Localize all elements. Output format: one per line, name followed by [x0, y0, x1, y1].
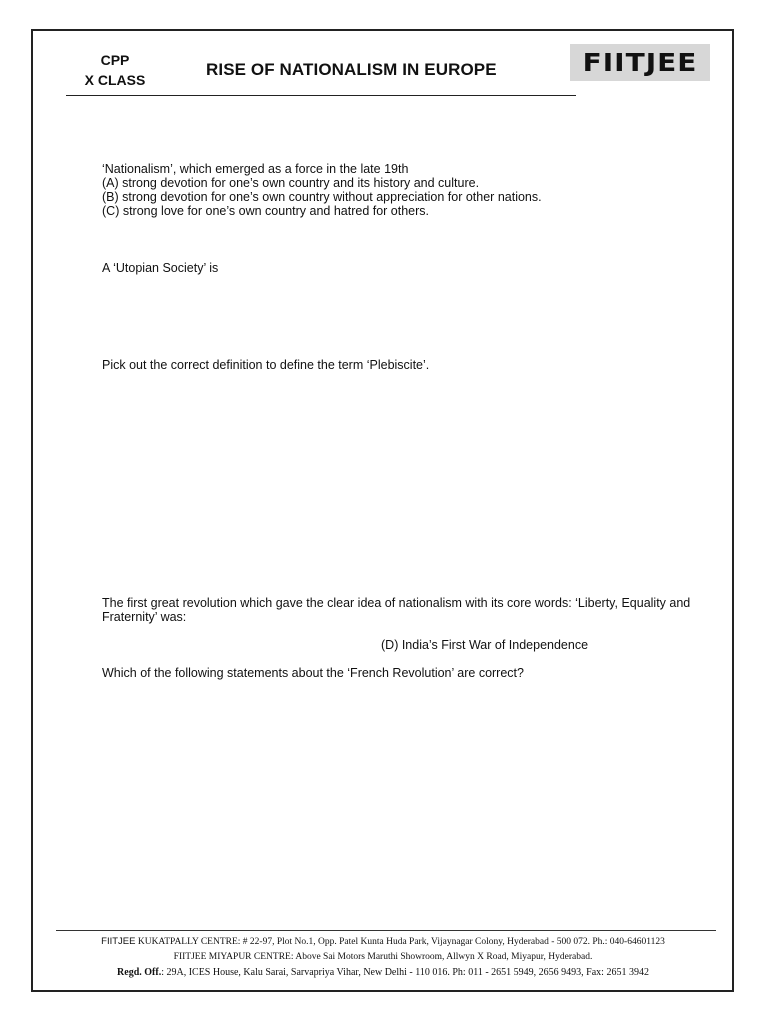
question-4-stem: The first great revolution which gave the clear idea of nationalism with its core words: ‘Liberty, Equality and Fraternity’ was:	[102, 596, 691, 624]
question-5	[102, 666, 524, 680]
footer-brand: FIITJEE	[101, 936, 136, 947]
footer-line-3	[38, 966, 728, 979]
question-4	[102, 596, 722, 624]
footer-regd-label: Regd. Off.	[117, 967, 162, 978]
logo-text: FIITJEE	[582, 47, 698, 78]
question-3	[102, 358, 429, 372]
question-1-option-a: (A) strong devotion for one’s own country and its history and culture.	[102, 176, 480, 190]
question-3-stem: Pick out the correct definition to define the term ‘Plebiscite’.	[102, 358, 430, 372]
question-2-stem: A ‘Utopian Society’ is	[102, 261, 219, 275]
question-4-option-d: (D) India’s First War of Independence	[381, 638, 589, 652]
footer-line-2: FIITJEE MIYAPUR CENTRE: Above Sai Motors Maruthi Showroom, Allwyn X Road, Miyapur, Hyderabad.	[173, 952, 593, 962]
question-2	[102, 261, 218, 275]
fiitjee-logo	[570, 44, 710, 81]
header-divider	[66, 95, 576, 96]
footer-kukatpally-address: KUKATPALLY CENTRE: # 22-97, Plot No.1, Opp. Patel Kunta Huda Park, Vijaynagar Colony, Hyderabad - 500 072. Ph.: 040-64601123	[135, 937, 665, 947]
question-1-option-b: (B) strong devotion for one’s own country without appreciation for other nations.	[102, 190, 542, 204]
header-class-info	[70, 50, 160, 90]
footer-line-1	[38, 935, 728, 949]
footer-divider	[56, 930, 716, 931]
question-1-stem: ‘Nationalism’, which emerged as a force in the late 19th	[102, 162, 409, 176]
question-5-stem: Which of the following statements about the ‘French Revolution’ are correct?	[102, 666, 524, 680]
question-1-option-c: (C) strong love for one’s own country and hatred for others.	[102, 204, 430, 218]
question-1	[102, 162, 542, 218]
page-title: RISE OF NATIONALISM IN EUROPE	[206, 60, 497, 79]
footer-regd-address: : 29A, ICES House, Kalu Sarai, Sarvapriya Vihar, New Delhi - 110 016. Ph: 011 - 2651 5949, 2656 9493, Fax: 2651 3942	[161, 967, 649, 978]
class-label: X CLASS	[84, 72, 146, 88]
cpp-label: CPP	[100, 52, 130, 68]
